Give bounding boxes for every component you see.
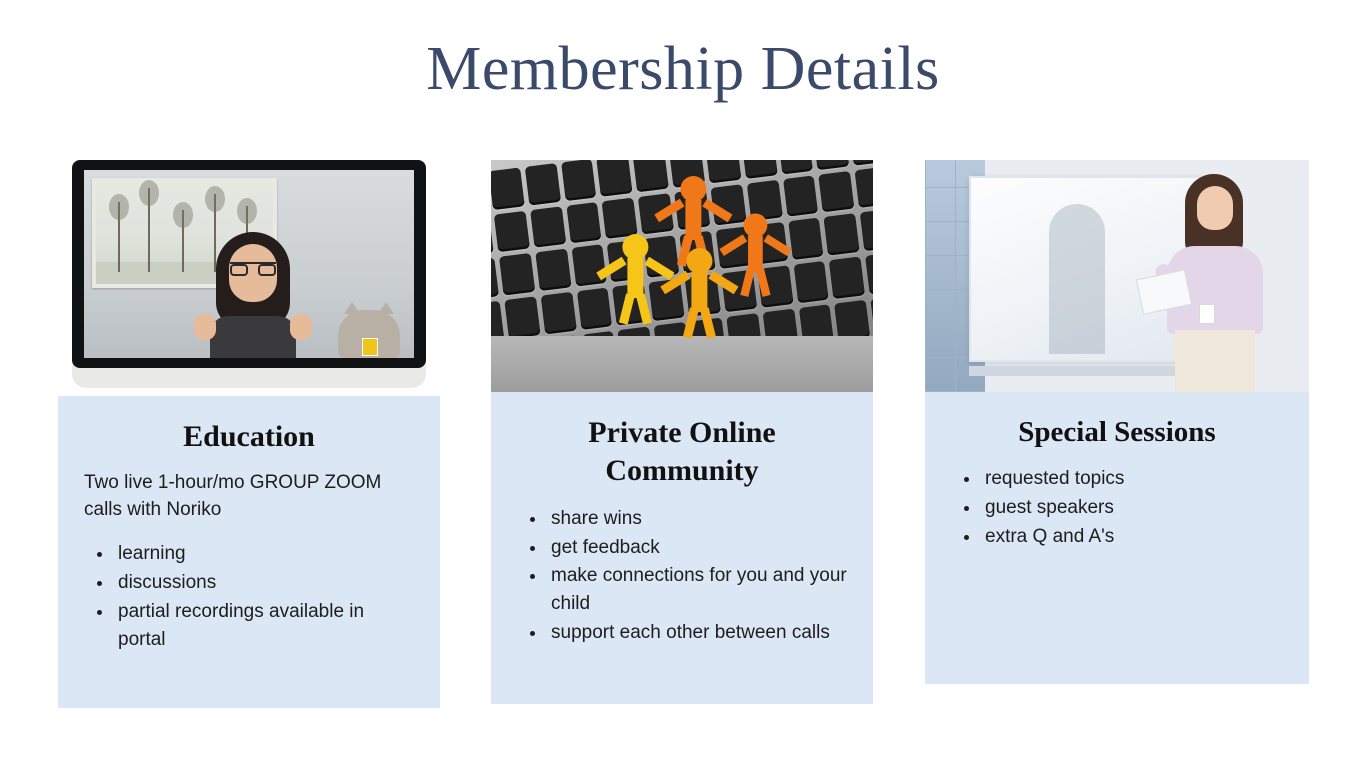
presenter bbox=[1141, 172, 1291, 392]
special-sessions-title: Special Sessions bbox=[1018, 416, 1216, 448]
list-item: • partial recordings available in portal bbox=[114, 598, 414, 653]
community-bullets bbox=[547, 505, 847, 647]
education-title: Education bbox=[183, 420, 315, 453]
education-image bbox=[58, 160, 440, 396]
face bbox=[1197, 186, 1233, 230]
tree-icon bbox=[148, 188, 150, 272]
laptop-illustration bbox=[72, 160, 426, 396]
key bbox=[813, 160, 849, 170]
glasses-icon bbox=[230, 262, 276, 274]
shadow-silhouette bbox=[1049, 204, 1105, 354]
key bbox=[524, 163, 560, 205]
desk-item bbox=[362, 338, 378, 356]
key bbox=[494, 210, 530, 252]
paper-people-chain bbox=[598, 170, 788, 385]
key bbox=[819, 171, 855, 213]
key bbox=[530, 206, 566, 248]
key bbox=[849, 160, 873, 165]
key bbox=[793, 261, 829, 303]
page-title: Membership Details bbox=[426, 35, 940, 103]
tree-icon bbox=[182, 210, 184, 272]
key bbox=[499, 253, 535, 295]
education-bullets bbox=[114, 540, 414, 653]
person-on-call bbox=[192, 232, 312, 358]
key bbox=[560, 160, 596, 201]
list-item: • share wins bbox=[547, 505, 847, 533]
card-special-sessions bbox=[925, 160, 1309, 684]
key bbox=[860, 209, 873, 251]
key bbox=[504, 296, 540, 338]
list-item: • support each other between calls bbox=[547, 619, 847, 647]
special-sessions-bullets bbox=[981, 465, 1283, 550]
list-item: • get feedback bbox=[547, 534, 847, 562]
skirt bbox=[1175, 330, 1255, 392]
key bbox=[788, 218, 824, 260]
hand-left bbox=[194, 314, 216, 340]
key bbox=[491, 215, 494, 257]
key bbox=[540, 292, 576, 334]
list-item: • requested topics bbox=[981, 465, 1283, 493]
tree-icon bbox=[118, 202, 120, 272]
hand-right bbox=[290, 314, 312, 340]
key bbox=[491, 168, 524, 210]
list-item: • make connections for you and your child bbox=[547, 562, 847, 617]
torso bbox=[210, 316, 296, 358]
list-item: • discussions bbox=[114, 569, 414, 597]
community-image bbox=[491, 160, 873, 392]
education-lead: Two live 1-hour/mo GROUP ZOOM calls with Noriko bbox=[84, 472, 382, 521]
list-item: • extra Q and A's bbox=[981, 523, 1283, 551]
special-sessions-panel bbox=[925, 392, 1309, 684]
key bbox=[865, 252, 873, 294]
key bbox=[535, 249, 571, 291]
key bbox=[870, 295, 873, 337]
name-badge bbox=[1199, 304, 1215, 324]
list-item: • guest speakers bbox=[981, 494, 1283, 522]
key bbox=[491, 258, 499, 300]
community-panel bbox=[491, 392, 873, 704]
key bbox=[855, 166, 873, 208]
paper-person bbox=[618, 234, 652, 320]
special-sessions-image bbox=[925, 160, 1309, 392]
list-item: • learning bbox=[114, 540, 414, 568]
education-panel bbox=[58, 396, 440, 708]
key bbox=[824, 214, 860, 256]
community-title: Private Online Community bbox=[588, 416, 776, 488]
key bbox=[566, 202, 602, 244]
zoom-video-feed bbox=[84, 170, 414, 358]
paper-person bbox=[682, 248, 716, 334]
classroom-scene bbox=[925, 160, 1309, 392]
paper-person bbox=[740, 213, 771, 292]
key bbox=[829, 256, 865, 298]
card-education bbox=[58, 160, 440, 708]
laptop-screen bbox=[72, 160, 426, 368]
card-private-online-community bbox=[491, 160, 873, 704]
